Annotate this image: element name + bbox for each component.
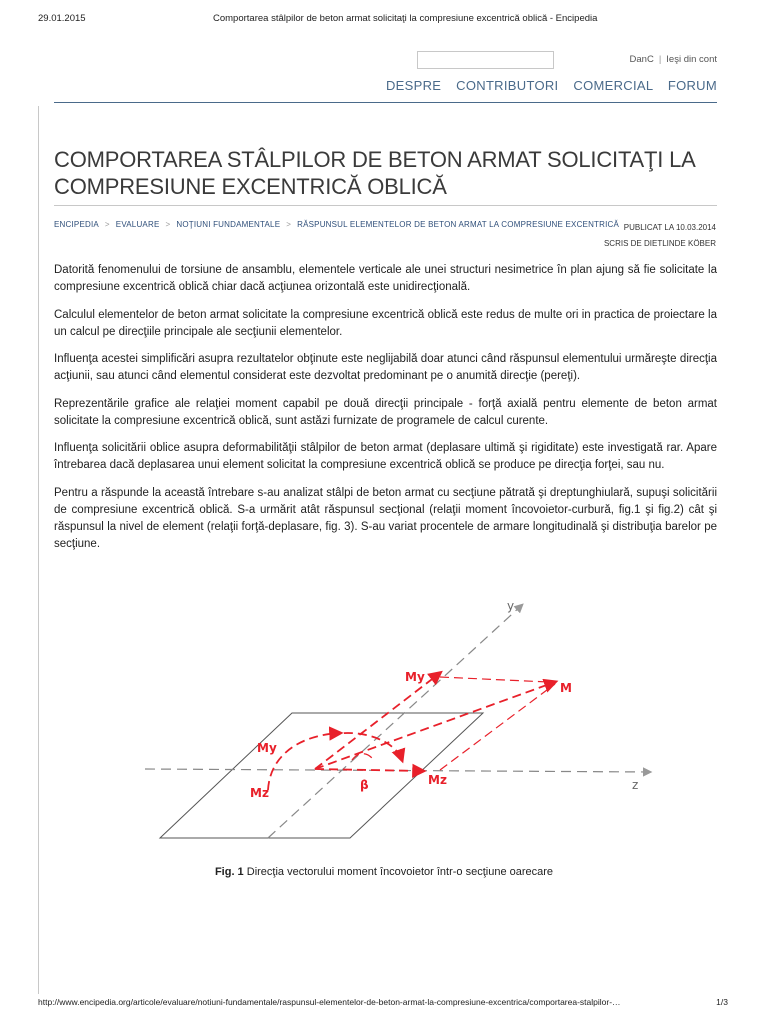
paragraph: Pentru a răspunde la această întrebare s-au analizat stâlpi de beton armat cu secţiune pătrată şi dreptunghiulară, supuşi solicitării de compresiune excentrică oblică. S-a urmărit atât răspunsul secţional (relaţii moment încovoietor-curbură, fig.1 şi fig.2) cât şi răspunsul la nivel de element (relaţii forţă-deplasare, fig. 3). S-au variat procentele de armare longitudinală şi distribuţia barelor pe secţiune. <box>54 486 717 550</box>
breadcrumb-separator: > <box>104 220 110 229</box>
paragraph: Influenţa acestei simplificări asupra rezultatelor obţinute este neglijabilă doar atunci când răspunsul elementului urmăreşte direcţia acţiunii, sau atunci când elementul considerat este dezvoltat predominant pe o anumită direcţie (pereţi). <box>54 353 717 382</box>
nav-item-comercial[interactable]: COMERCIAL <box>573 78 653 93</box>
paragraph: Reprezentările grafice ale relaţiei moment capabil pe două direcţii principale - forţă axială pentru elemente de beton armat solicitate la compresiune excentrică oblică, sunt astăzi furnizate de programele de calcul curente. <box>54 397 717 427</box>
main-nav <box>375 78 717 93</box>
z-axis-label: z <box>632 778 639 792</box>
paragraph: Influenţa solicitării oblice asupra deformabilităţii stâlpilor de beton armat (deplasare ultimă şi rigiditate) este investigată rar. Apare întrebarea dacă deplasarea unui element solicitat la compresiune excentrică oblică se produce pe direcţia forţei, sau nu. <box>54 442 717 471</box>
y-axis-label: y <box>507 599 515 613</box>
breadcrumb-separator: > <box>165 220 171 229</box>
label-beta: β <box>360 778 369 792</box>
article-body <box>54 262 717 563</box>
parallelogram-right-line <box>440 684 555 770</box>
breadcrumb <box>54 220 619 229</box>
z-axis-line <box>145 769 650 772</box>
nav-item-contributori[interactable]: CONTRIBUTORI <box>456 78 559 93</box>
user-links <box>630 54 717 65</box>
label-mz-left: Mz <box>250 786 269 800</box>
nav-item-despre[interactable]: DESPRE <box>385 78 442 93</box>
my-vector-arrow <box>315 673 440 769</box>
label-m: M <box>560 681 572 695</box>
breadcrumb-separator: > <box>286 220 292 229</box>
article-meta <box>604 220 716 252</box>
author: SCRIS DE DIETLINDE KÖBER <box>603 239 716 248</box>
y-axis-line <box>268 605 522 838</box>
mz-rotation-arc <box>330 733 402 760</box>
paragraph: Calculul elementelor de beton armat solicitate la compresiune excentrică oblică este redus de multe ori in practica de proiectare la un calcul pe direcţiile principale ale secţiunii elementelor. <box>54 308 717 338</box>
label-my-left: My <box>257 741 277 755</box>
publish-date: PUBLICAT LA 10.03.2014 <box>623 223 716 232</box>
breadcrumb-item-evaluare[interactable]: EVALUARE <box>115 220 160 229</box>
title-divider <box>54 205 717 206</box>
breadcrumb-item-notiuni[interactable]: NOŢIUNI FUNDAMENTALE <box>176 220 281 229</box>
figure-caption-number: Fig. 1 <box>214 866 244 878</box>
left-border-rule <box>38 106 39 994</box>
label-mz-right: Mz <box>428 773 447 787</box>
user-links-separator: | <box>658 54 662 65</box>
nav-item-forum[interactable]: FORUM <box>667 78 717 93</box>
article-title: COMPORTAREA STÂLPILOR DE BETON ARMAT SOLICITAŢI LA COMPRESIUNE EXCENTRICĂ OBLICĂ <box>54 147 695 199</box>
label-my-top: My <box>405 670 425 684</box>
breadcrumb-item-encipedia[interactable]: ENCIPEDIA <box>54 220 99 229</box>
figure-moment-vector-diagram <box>130 590 660 850</box>
user-name-link[interactable]: DanC <box>629 54 654 65</box>
logout-link[interactable]: Ieşi din cont <box>666 54 717 65</box>
search-input[interactable] <box>417 51 554 69</box>
print-footer-url: http://www.encipedia.org/articole/evaluare/notiuni-fundamentale/raspunsul-elementelor-de-beton-armat-la-compresiune-excentrica/comportarea-stalpilor-… <box>38 997 621 1007</box>
figure-caption-text: Direcţia vectorului moment încovoietor într-o secţiune oarecare <box>243 866 554 878</box>
figure-caption <box>0 866 768 878</box>
nav-divider <box>54 102 717 103</box>
print-page-number: 1/3 <box>716 997 728 1007</box>
m-vector-arrow <box>315 682 555 769</box>
print-date: 29.01.2015 <box>38 13 86 24</box>
print-page-title: Comportarea stâlpilor de beton armat solicitaţi la compresiune excentrică oblică - Encipedia <box>213 13 598 24</box>
parallelogram-top-line <box>440 677 548 682</box>
breadcrumb-item-raspunsul[interactable]: RĂSPUNSUL ELEMENTELOR DE BETON ARMAT LA COMPRESIUNE EXCENTRICĂ <box>297 220 620 229</box>
paragraph: Datorită fenomenului de torsiune de ansamblu, elementele verticale ale unei structuri nesimetrice în plan ajung să fie solicitate la compresiune excentrică oblică chiar dacă acţiunea orizontală este unidirecţională. <box>54 264 717 293</box>
